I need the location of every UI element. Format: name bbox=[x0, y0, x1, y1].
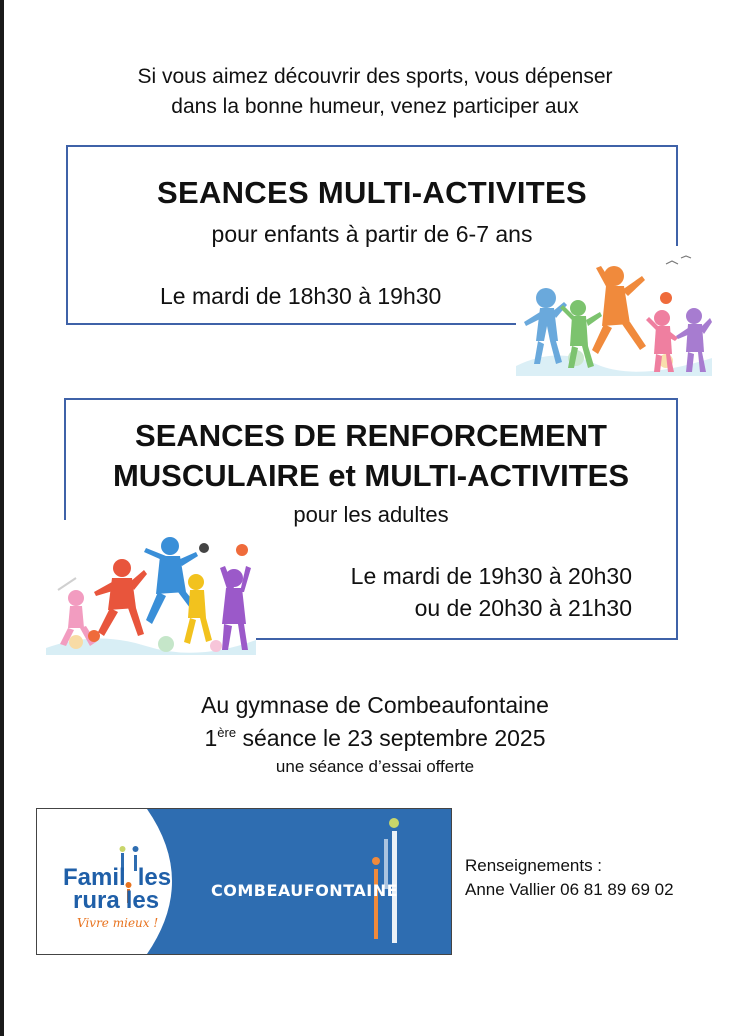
kids-session-subtitle: pour enfants à partir de 6-7 ans bbox=[211, 221, 533, 247]
adults-schedule-2: ou de 20h30 à 21h30 bbox=[414, 595, 632, 621]
adults-title-line-1: SEANCES DE RENFORCEMENT bbox=[135, 418, 607, 453]
page-left-edge bbox=[0, 0, 4, 1036]
kids-session-schedule: Le mardi de 18h30 à 19h30 bbox=[160, 283, 442, 309]
first-session-superscript: ère bbox=[217, 725, 237, 740]
logo-tagline: Vivre mieux ! bbox=[77, 916, 159, 930]
kids-session-title: SEANCES MULTI-ACTIVITES bbox=[156, 175, 587, 210]
adults-sports-illustration bbox=[46, 520, 256, 655]
venue-location: Au gymnase de Combeaufontaine bbox=[201, 692, 549, 718]
first-session-date bbox=[0, 725, 750, 752]
children-jumping-illustration bbox=[516, 246, 712, 376]
adults-session-title bbox=[66, 416, 676, 496]
intro-text bbox=[0, 62, 750, 122]
adults-title-line-2: MUSCULAIRE et MULTI-ACTIVITES bbox=[112, 458, 630, 493]
adults-session-subtitle: pour les adultes bbox=[293, 502, 449, 527]
contact-person-phone: Anne Vallier 06 81 89 69 02 bbox=[465, 880, 674, 899]
contact-label: Renseignements : bbox=[465, 856, 603, 875]
intro-line-2: dans la bonne humeur, venez participer aux bbox=[171, 95, 579, 118]
first-session-number: 1 bbox=[204, 725, 218, 751]
logo-word-rurales: rura les bbox=[73, 887, 160, 914]
contact-info bbox=[465, 854, 674, 902]
logo-town-name: COMBEAUFONTAINE bbox=[211, 881, 399, 900]
familles-rurales-logo bbox=[37, 809, 451, 954]
familles-rurales-logo-banner bbox=[36, 808, 452, 955]
trial-session-note: une séance d’essai offerte bbox=[275, 757, 475, 776]
adults-schedule-1: Le mardi de 19h30 à 20h30 bbox=[350, 563, 632, 589]
logo-word-familles: Famil les bbox=[63, 864, 172, 891]
intro-line-1: Si vous aimez découvrir des sports, vous dépenser bbox=[137, 65, 613, 88]
first-session-text: séance le 23 septembre 2025 bbox=[236, 725, 546, 751]
